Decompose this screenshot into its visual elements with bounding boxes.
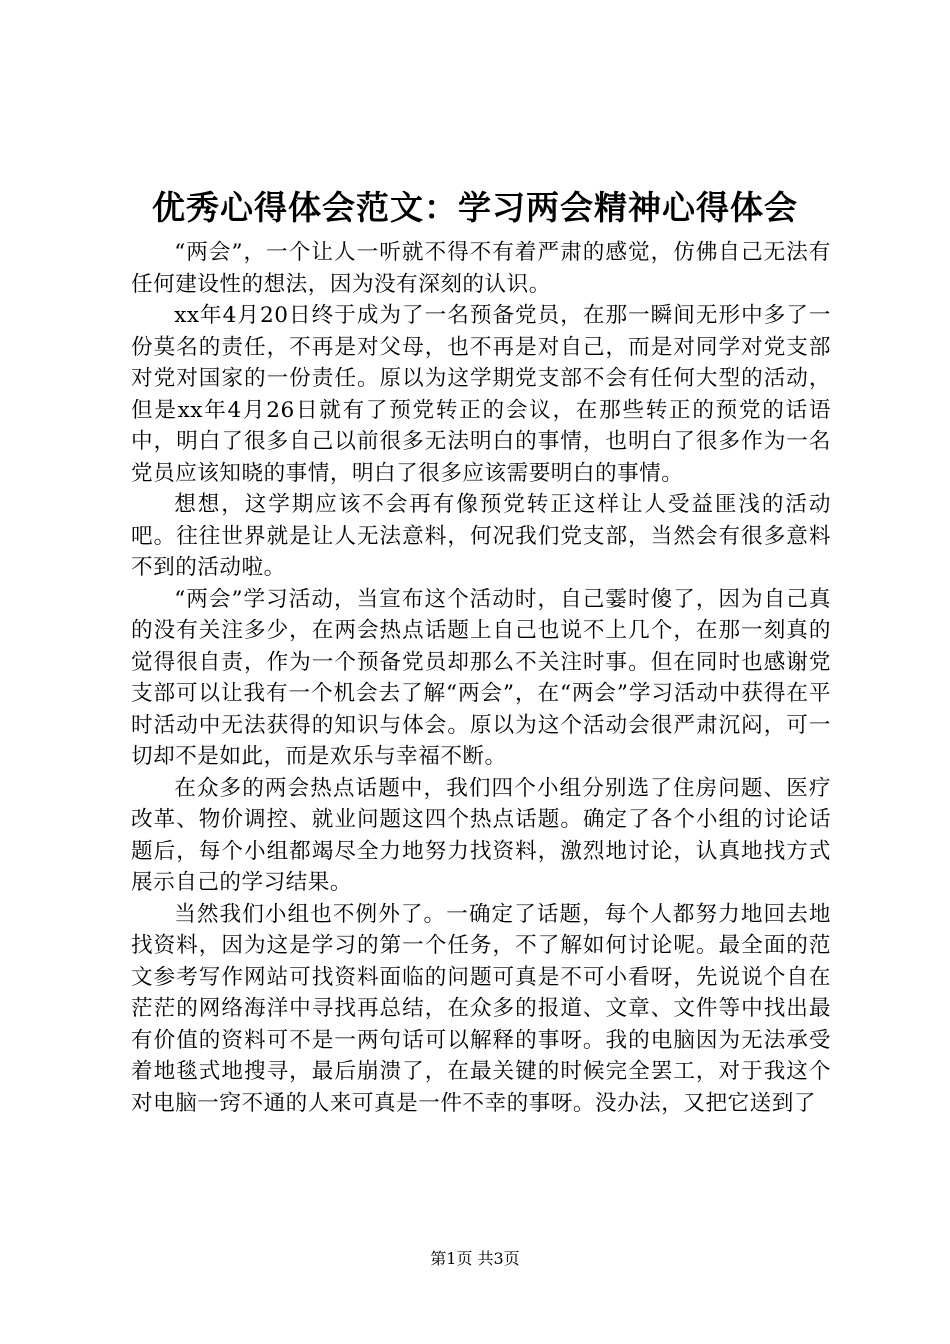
paragraph: 当然我们小组也不例外了。一确定了话题，每个人都努力地回去地找资料，因为这是学习的第一个任务，不了解如何讨论呢。最全面的范文参考写作网站可找资料面临的问题可真是不可小看呀，先说说个自在茫茫的网络海洋中寻找再总结，在众多的报道、文章、文件等中找出最有价值的资料可不是一两句话可以解释的事呀。我的电脑因为无法承受着地毯式地搜寻，最后崩溃了，在最关键的时候完全罢工，对于我这个对电脑一窍不通的人来可真是一件不幸的事呀。没办法，又把它送到了 [131, 901, 831, 1116]
page-title: 优秀心得体会范文：学习两会精神心得体会 [152, 188, 798, 227]
paragraph: “两会”学习活动，当宣布这个活动时，自己霎时傻了，因为自己真的没有关注多少，在两会热点话题上自己也说不上几个，在那一刻真的觉得很自责，作为一个预备党员却那么不关注时事。但在同时也感谢党支部可以让我有一个机会去了解“两会”，在“两会”学习活动中获得在平时活动中无法获得的知识与体会。原以为这个活动会很严肃沉闷，可一切却不是如此，而是欢乐与幸福不断。 [131, 586, 831, 769]
paragraph: 想想，这学期应该不会再有像预党转正这样让人受益匪浅的活动吧。往往世界就是让人无法意料，何况我们党支部，当然会有很多意料不到的活动啦。 [131, 492, 831, 580]
paragraph: “两会”，一个让人一听就不得不有着严肃的感觉，仿佛自己无法有任何建设性的想法，因为没有深刻的认识。 [131, 240, 831, 297]
paragraph: xx年4月20日终于成为了一名预备党员，在那一瞬间无形中多了一份莫名的责任，不再是对父母，也不再是对自己，而是对同学对党支部对党对国家的一份责任。原以为这学期党支部不会有任何大型的活动，但是xx年4月26日就有了预党转正的会议，在那些转正的预党的话语中，明白了很多自己以前很多无法明白的事情，也明白了很多作为一名党员应该知晓的事情，明白了很多应该需要明白的事情。 [131, 303, 831, 486]
page-number: 第1页 共3页 [430, 1249, 520, 1268]
document-body [131, 237, 831, 1119]
paragraph: 在众多的两会热点话题中，我们四个小组分别选了住房问题、医疗改革、物价调控、就业问题这四个热点话题。确定了各个小组的讨论话题后，每个小组都竭尽全力地努力找资料，激烈地讨论，认真地找方式展示自己的学习结果。 [131, 775, 831, 895]
